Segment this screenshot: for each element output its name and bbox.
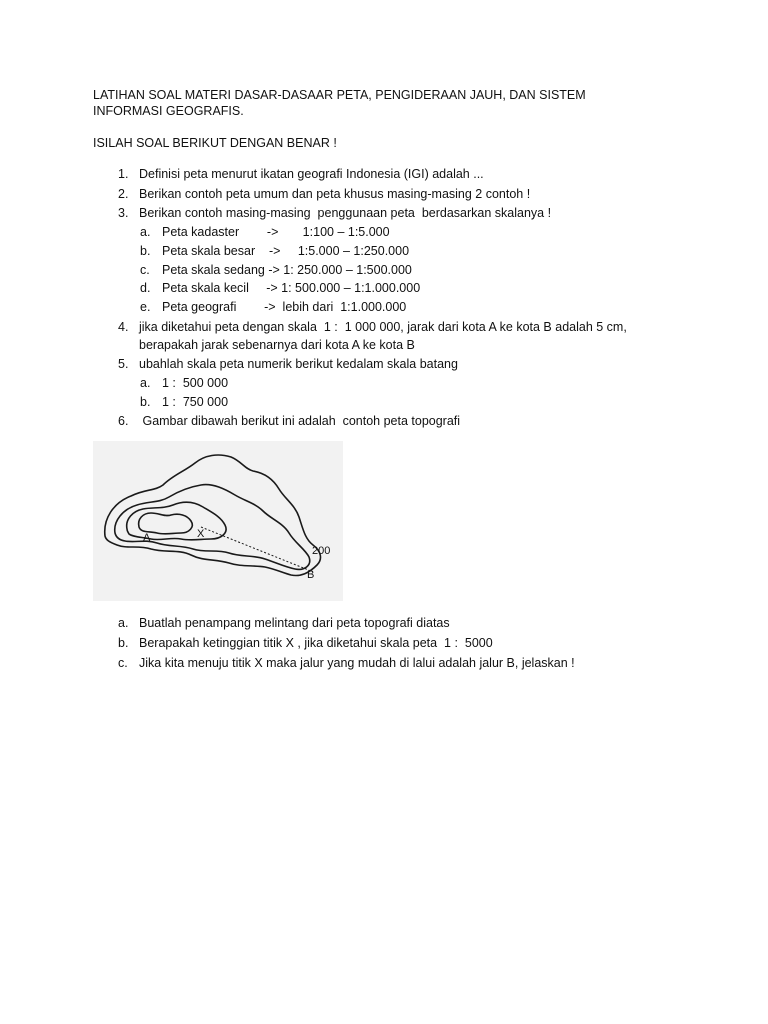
sub-item-letter: b.	[140, 395, 151, 409]
question-number: 2.	[118, 187, 129, 201]
profile-line-x-to-b	[201, 527, 311, 571]
sub-item-text: Peta skala sedang -> 1: 250.000 – 1:500.000	[162, 263, 412, 277]
point-label-x: X	[197, 528, 205, 540]
question-number: 6.	[118, 414, 129, 428]
sub-item-letter: b.	[140, 244, 151, 258]
sub-item-letter: c.	[140, 263, 150, 277]
sub-item-letter: d.	[140, 281, 151, 295]
contour-line-outer	[105, 455, 321, 576]
question-text: Berikan contoh masing-masing penggunaan peta berdasarkan skalanya !	[139, 206, 552, 220]
sub-item-letter: e.	[140, 300, 151, 314]
sub-item-letter: a.	[118, 616, 129, 630]
sub-item-text: Peta skala kecil -> 1: 500.000 – 1:1.000.000	[162, 281, 421, 295]
question-text: Definisi peta menurut ikatan geografi Indonesia (IGI) adalah ...	[139, 167, 484, 181]
topographic-map-figure	[93, 441, 343, 601]
question-number: 4.	[118, 320, 129, 334]
question-text: ubahlah skala peta numerik berikut kedalam skala batang	[139, 357, 458, 371]
sub-item-letter: a.	[140, 225, 151, 239]
contour-line-2	[115, 485, 310, 570]
sub-item-letter: c.	[118, 656, 128, 670]
contour-line-inner	[139, 513, 193, 534]
sub-item-text: 1 : 500 000	[162, 376, 229, 390]
document-title: LATIHAN SOAL MATERI DASAR-DASAAR PETA, PENGIDERAAN JAUH, DAN SISTEM INFORMASI GEOGRAFIS.	[93, 88, 586, 118]
sub-item-letter: a.	[140, 376, 151, 390]
question-number: 5.	[118, 357, 129, 371]
question-number: 1.	[118, 167, 129, 181]
topographic-map-drawing	[93, 441, 343, 601]
contour-line-3	[127, 502, 226, 540]
point-label-b: B	[307, 569, 315, 581]
point-label-a: A	[143, 532, 151, 544]
sub-item-text: Peta skala besar -> 1:5.000 – 1:250.000	[162, 244, 410, 258]
sub-item-text: Buatlah penampang melintang dari peta topografi diatas	[139, 616, 450, 630]
question-text: Gambar dibawah berikut ini adalah contoh peta topografi	[139, 414, 461, 428]
question-text-line-1: jika diketahui peta dengan skala 1 : 1 000 000, jarak dari kota A ke kota B adalah 5 cm,	[139, 320, 627, 334]
sub-item-text: Peta kadaster -> 1:100 – 1:5.000	[162, 225, 390, 239]
question-text-line-2: berapakah jarak sebenarnya dari kota A ke kota B	[139, 338, 415, 352]
sub-item-text: 1 : 750 000	[162, 395, 229, 409]
sub-item-text: Berapakah ketinggian titik X , jika diketahui skala peta 1 : 5000	[139, 636, 493, 650]
sub-item-text: Jika kita menuju titik X maka jalur yang mudah di lalui adalah jalur B, jelaskan !	[139, 656, 575, 670]
sub-item-letter: b.	[118, 636, 129, 650]
contour-elevation-label: 200	[312, 545, 331, 557]
instruction: ISILAH SOAL BERIKUT DENGAN BENAR !	[93, 136, 337, 150]
question-text: Berikan contoh peta umum dan peta khusus masing-masing 2 contoh !	[139, 187, 531, 201]
sub-item-text: Peta geografi -> lebih dari 1:1.000.000	[162, 300, 407, 314]
question-number: 3.	[118, 206, 129, 220]
